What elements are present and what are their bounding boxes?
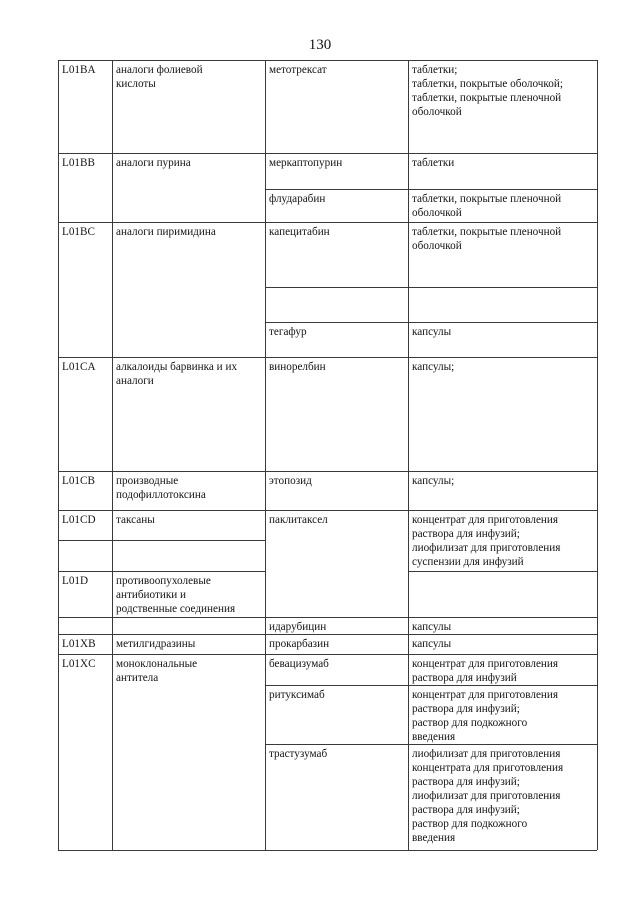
cell-group: противоопухолевые антибиотики и родственные соединения [116, 575, 236, 615]
cell-code: L01BC [62, 226, 95, 238]
cell-group: аналоги фолиевой кислоты [116, 64, 203, 90]
cell-group: моноклональные антитела [116, 658, 198, 684]
table-rule [58, 510, 597, 511]
cell-code: L01CD [62, 514, 96, 526]
cell-form: лиофилизат для приготовления концентрата для приготовления раствора для инфузий; лиофилизат для приготовления раствора для инфузий; раствор для подкожного введения [412, 748, 564, 844]
cell-form: капсулы; [412, 361, 455, 373]
table-rule [58, 540, 265, 541]
cell-drug: флударабин [269, 193, 326, 205]
cell-code: L01CA [62, 361, 96, 373]
table-rule [58, 357, 597, 358]
cell-group: таксаны [116, 514, 155, 526]
cell-form: капсулы [412, 638, 452, 650]
cell-group: метилгидразины [116, 638, 196, 650]
table-rule [408, 571, 597, 572]
table-rule [58, 571, 265, 572]
cell-code: L01BB [62, 157, 95, 169]
table-rule [58, 850, 597, 851]
cell-drug: трастузумаб [269, 748, 328, 760]
cell-group: алкалоиды барвинка и их аналоги [116, 361, 238, 387]
page-number: 130 [308, 37, 332, 53]
table-rule [597, 60, 598, 850]
cell-form: концентрат для приготовления раствора для инфузий; лиофилизат для приготовления суспензии для инфузий [412, 514, 561, 568]
cell-form: таблетки; таблетки, покрытые оболочкой; таблетки, покрытые пленочной оболочкой [412, 64, 563, 118]
table-rule [265, 685, 597, 686]
table-rule [58, 222, 597, 223]
cell-form: концентрат для приготовления раствора для инфузий; раствор для подкожного введения [412, 689, 559, 743]
table-rule [58, 153, 597, 154]
cell-code: L01D [62, 575, 89, 587]
cell-group: производные подофиллотоксина [116, 475, 206, 501]
table-rule [58, 634, 597, 635]
table-rule [58, 60, 59, 850]
cell-code: L01CB [62, 475, 95, 487]
cell-drug: тегафур [269, 326, 307, 338]
cell-drug: винорелбин [269, 361, 326, 373]
table-rule [58, 471, 597, 472]
cell-code: L01BA [62, 64, 96, 76]
cell-form: таблетки, покрытые пленочной оболочкой [412, 193, 562, 219]
cell-form: капсулы; [412, 475, 455, 487]
cell-drug: этопозид [269, 475, 312, 487]
cell-form: капсулы [412, 621, 452, 633]
cell-drug: капецитабин [269, 226, 330, 238]
table-rule [265, 322, 597, 323]
table-rule [265, 60, 266, 850]
cell-group: аналоги пурина [116, 157, 191, 169]
table-rule [112, 60, 113, 850]
table-rule [265, 287, 597, 288]
cell-form: таблетки [412, 157, 455, 169]
cell-code: L01XB [62, 638, 96, 650]
cell-drug: паклитаксел [269, 514, 328, 526]
table-rule [265, 744, 597, 745]
cell-code: L01XC [62, 658, 96, 670]
cell-drug: метотрексат [269, 64, 327, 76]
table-rule [58, 654, 597, 655]
cell-drug: ритуксимаб [269, 689, 325, 701]
table-rule [58, 617, 597, 618]
cell-form: концентрат для приготовления раствора для инфузий [412, 658, 559, 684]
cell-drug: идарубицин [269, 621, 327, 633]
cell-form: капсулы [412, 326, 452, 338]
cell-form: таблетки, покрытые пленочной оболочкой [412, 226, 562, 252]
table-rule [58, 60, 597, 61]
cell-group: аналоги пиримидина [116, 226, 216, 238]
cell-drug: меркаптопурин [269, 157, 343, 169]
table-rule [265, 189, 597, 190]
table-rule [408, 60, 409, 850]
cell-drug: прокарбазин [269, 638, 330, 650]
cell-drug: бевацизумаб [269, 658, 329, 670]
